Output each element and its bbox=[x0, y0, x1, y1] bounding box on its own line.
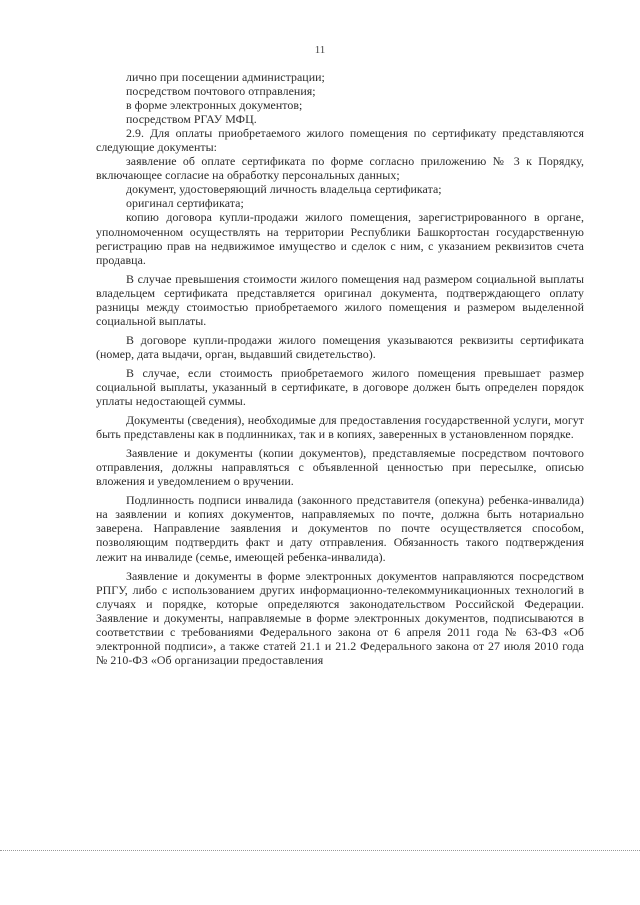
paragraph-postal: Заявление и документы (копии документов), представляемые посредством почтового отправления, должны направляться с объявленной ценностью при пересылке, описью вложения и уведомлением о вручении. bbox=[96, 446, 584, 489]
bottom-dotted-rule bbox=[0, 850, 640, 851]
paragraph-electronic: Заявление и документы в форме электронных документов направляются посредством РПГУ, либо с использованием других информационно-телекоммуникационных технологий в случаях и порядке, которые определяются законодательством Российской Федерации. Заявление и документы, направляемые в форме электронных документов, подписываются в соответствии с требованиями Федерального закона от 6 апреля 2011 года № 63-ФЗ «Об электронной подписи», а также статей 21.1 и 21.2 Федерального закона от 27 июля 2010 года № 210-ФЗ «Об организации предоставления bbox=[96, 568, 584, 667]
document-body bbox=[96, 70, 584, 667]
paragraph-signature: Подлинность подписи инвалида (законного представителя (опекуна) ребенка-инвалида) на заявлении и копиях документов, направляемых по почте, должна быть нотариально заверена. Направление заявления и документов по почте осуществляется способом, позволяющим подтвердить факт и дату отправления. Обязанность такого подтверждения лежит на инвалиде (семье, имеющей ребенка-инвалида). bbox=[96, 493, 584, 564]
list-item-by-mail: посредством почтового отправления; bbox=[126, 84, 316, 99]
list-item-mfc: посредством РГАУ МФЦ. bbox=[126, 112, 257, 127]
paragraph-price-excess: В случае превышения стоимости жилого помещения над размером социальной выплаты владельцем сертификата представляется оригинал документа, подтверждающего оплату разницы между стоимостью приобретаемого жилого помещения и размером выделенной социальной выплаты. bbox=[96, 271, 584, 328]
paragraph-2-9: 2.9. Для оплаты приобретаемого жилого помещения по сертификату представляются следующие документы: bbox=[96, 126, 584, 155]
list-item-contract-copy: копию договора купли-продажи жилого помещения, зарегистрированного в органе, уполномоченном осуществлять на территории Республики Башкортостан государственную регистрацию прав на недвижимое имущество и сделок с ним, с указанием реквизитов счета продавца. bbox=[96, 210, 584, 267]
list-item-application: заявление об оплате сертификата по форме согласно приложению № 3 к Порядку, включающее согласие на обработку персональных данных; bbox=[96, 154, 584, 183]
paragraph-shortfall: В случае, если стоимость приобретаемого жилого помещения превышает размер социальной выплаты, указанный в сертификате, в договоре должен быть определен порядок уплаты недостающей суммы. bbox=[96, 365, 584, 409]
list-item-certificate-original: оригинал сертификата; bbox=[126, 196, 244, 211]
paragraph-contract-details: В договоре купли-продажи жилого помещения указываются реквизиты сертификата (номер, дата выдачи, орган, выдавший свидетельство). bbox=[96, 332, 584, 361]
paragraph-documents-form: Документы (сведения), необходимые для предоставления государственной услуги, могут быть представлены как в подлинниках, так и в копиях, заверенных в установленном порядке. bbox=[96, 413, 584, 442]
list-item-identity-document: документ, удостоверяющий личность владельца сертификата; bbox=[126, 182, 442, 197]
list-item-in-person: лично при посещении администрации; bbox=[126, 70, 325, 84]
list-item-electronic: в форме электронных документов; bbox=[126, 98, 303, 113]
page-number: 11 bbox=[314, 44, 326, 56]
